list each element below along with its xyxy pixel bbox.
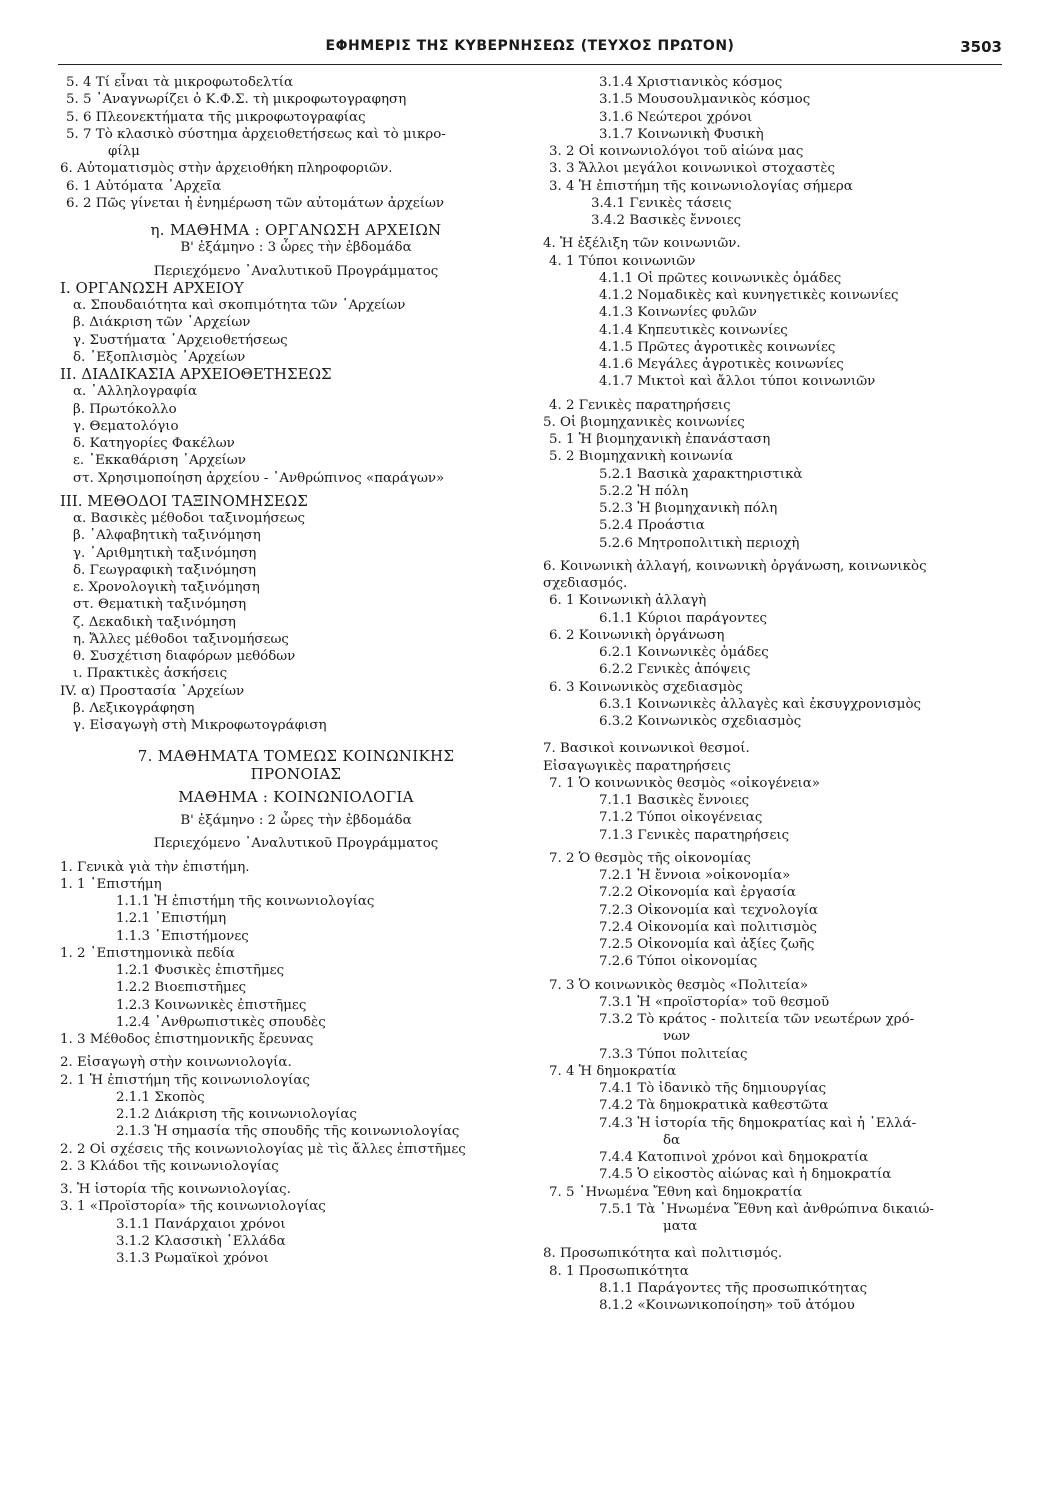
toc-line: 3.1.4 Χριστιανικὸς κόσμος	[599, 75, 783, 90]
section-heading: ΙΙΙ. ΜΕΘΟΔΟΙ ΤΑΞΙΝΟΜΗΣΕΩΣ	[60, 491, 308, 510]
toc-line: ε. ᾿Εκκαθάριση ᾿Αρχείων	[73, 453, 246, 469]
toc-line: 2. 3 Κλάδοι τῆς κοινωνιολογίας	[60, 1158, 279, 1174]
toc-line: 4.1.2 Νομαδικὲς καὶ κυνηγετικὲς κοινωνίες	[599, 288, 899, 303]
toc-line: 7.4.1 Τὸ ἰδανικὸ τῆς δημιουργίας	[599, 1081, 827, 1096]
toc-line: 1.1.1 Ἡ ἐπιστήμη τῆς κοινωνιολογίας	[116, 894, 375, 909]
toc-line: 7.5.1 Τὰ ῾Ηνωμένα Ἔθνη καὶ ἀνθρώπινα δικαιώ-	[599, 1201, 934, 1217]
toc-line: 8. 1 Προσωπικότητα	[549, 1263, 689, 1279]
toc-line: 1.2.4 ᾿Ανθρωπιστικὲς σπουδὲς	[116, 1014, 326, 1030]
toc-line: ι. Πρακτικὲς ἀσκήσεις	[73, 666, 228, 682]
toc-line: 4.1.3 Κοινωνίες φυλῶν	[599, 305, 757, 321]
toc-line: α. Βασικὲς μέθοδοι ταξινομήσεως	[73, 511, 306, 526]
toc-line: 6. 1 Αὐτόματα ᾿Αρχεῖα	[66, 178, 222, 194]
toc-line: 5. 5 ᾿Αναγνωρίζει ὁ Κ.Φ.Σ. τὴ μικροφωτογραφηση	[66, 92, 407, 108]
toc-line: δ. ᾿Εξοπλισμὸς ᾿Αρχείων	[73, 349, 246, 365]
toc-line: 7. 3 Ὁ κοινωνικὸς θεσμὸς «Πολιτεία»	[549, 977, 809, 993]
toc-line: 6. Αὐτοματισμὸς στὴν ἀρχειοθήκη πληροφοριῶν.	[60, 161, 393, 177]
toc-line: 3.1.7 Κοινωνικὴ Φυσικὴ	[599, 126, 764, 142]
toc-line: 7.1.1 Βασικὲς ἔννοιες	[599, 793, 750, 808]
toc-line: 1.2.3 Κοινωνικὲς ἐπιστῆμες	[116, 997, 307, 1013]
toc-line: 5.2.1 Βασικὰ χαρακτηριστικὰ	[599, 466, 803, 482]
toc-line: α. Σπουδαιότητα καὶ σκοπιμότητα τῶν ᾿Αρχείων	[73, 298, 406, 313]
toc-line: 7. 5 ῾Ηνωμένα Ἔθνη καὶ δημοκρατία	[549, 1184, 803, 1200]
toc-line: 3. 2 Οἱ κοινωνιολόγοι τοῦ αἰώνα μας	[549, 144, 804, 159]
toc-line: β. ᾿Αλφαβητικὴ ταξινόμηση	[73, 528, 261, 544]
toc-line: 3.1.3 Ρωμαϊκοὶ χρόνοι	[116, 1251, 269, 1266]
toc-line: 5. 1 Ἡ βιομηχανικὴ ἐπανάσταση	[549, 432, 771, 447]
toc-line: 2. 1 Ἡ ἐπιστήμη τῆς κοινωνιολογίας	[60, 1072, 310, 1088]
toc-line: 7.4.2 Τὰ δημοκρατικὰ καθεστῶτα	[599, 1098, 829, 1114]
toc-line: 7.2.6 Τύποι οἰκονομίας	[599, 954, 758, 970]
header-rule	[58, 64, 1002, 65]
toc-line: 7. 2 Ὁ θεσμὸς τῆς οἰκονομίας	[549, 850, 751, 866]
toc-line: 2. Εἰσαγωγὴ στὴν κοινωνιολογία.	[60, 1055, 292, 1071]
toc-line: 3.1.5 Μουσουλμανικὸς κόσμος	[599, 92, 811, 108]
toc-line: 7. 1 Ὁ κοινωνικὸς θεσμὸς «οἰκογένεια»	[549, 775, 820, 791]
gazette-title: ΕΦΗΜΕΡΙΣ ΤΗΣ ΚΥΒΕΡΝΗΣΕΩΣ (ΤΕΥΧΟΣ ΠΡΩΤΟΝ)	[325, 38, 735, 54]
toc-line: 3. 3 Ἄλλοι μεγάλοι κοινωνικοὶ στοχαστὲς	[549, 161, 835, 177]
toc-line: δ. Κατηγορίες Φακέλων	[73, 436, 235, 451]
toc-line: 7. Βασικοὶ κοινωνικοὶ θεσμοί.	[543, 741, 750, 757]
toc-line: 7. 4 Ἡ δημοκρατία	[549, 1063, 677, 1079]
toc-line: 3.4.1 Γενικὲς τάσεις	[591, 195, 732, 211]
toc-line: 7.4.5 Ὁ εἰκοστὸς αἰώνας καὶ ἡ δημοκρατία	[599, 1167, 892, 1183]
toc-line: 3. Ἡ ἱστορία τῆς κοινωνιολογίας.	[60, 1182, 291, 1197]
toc-line: γ. Εἰσαγωγὴ στὴ Μικροφωτογράφιση	[73, 718, 327, 733]
toc-line: 7.2.4 Οἰκονομία καὶ πολιτισμὸς	[599, 919, 818, 935]
right-column	[543, 74, 1003, 1314]
toc-line: 5.2.4 Προάστια	[599, 518, 705, 534]
section-heading: IV. α) Προστασία ᾿Αρχείων	[60, 683, 245, 699]
toc-line: 3.4.2 Βασικὲς ἔννοιες	[591, 213, 742, 228]
toc-line: 4. 2 Γενικὲς παρατηρήσεις	[549, 397, 731, 413]
toc-line: 6. 1 Κοινωνικὴ ἀλλαγὴ	[549, 593, 707, 609]
toc-line: φίλμ	[108, 144, 140, 159]
toc-line: 7.2.5 Οἰκονομία καὶ ἀξίες ζωῆς	[599, 937, 815, 952]
toc-line: 7.1.2 Τύποι οἰκογένειας	[599, 810, 763, 826]
chapter-heading: 7. ΜΑΘΗΜΑΤΑ ΤΟΜΕΩΣ ΚΟΙΝΩΝΙΚΗΣ	[137, 747, 455, 766]
toc-line: 1. 3 Μέθοδος ἐπιστημονικῆς ἔρευνας	[60, 1032, 314, 1047]
toc-line: ε. Χρονολογικὴ ταξινόμηση	[73, 580, 260, 595]
toc-line: 6.1.1 Κύριοι παράγοντες	[599, 610, 767, 626]
toc-line: 1.2.1 Φυσικὲς ἐπιστῆμες	[116, 963, 285, 978]
toc-line: στ. Θεματικὴ ταξινόμηση	[73, 597, 247, 613]
toc-line: 1. 1 ᾿Επιστήμη	[60, 876, 162, 892]
toc-line: 1.2.1 ᾿Επιστήμη	[116, 911, 227, 927]
toc-line: δ. Γεωγραφικὴ ταξινόμηση	[73, 562, 257, 578]
toc-line: 7.1.3 Γενικὲς παρατηρήσεις	[599, 827, 790, 843]
toc-line: 7.2.1 Ἡ ἔννοια »οἰκονομία»	[599, 868, 791, 883]
toc-line: 1. Γενικὰ γιὰ τὴν ἐπιστήμη.	[60, 859, 250, 875]
toc-line: 4.1.1 Οἱ πρῶτες κοινωνικὲς ὁμάδες	[599, 270, 842, 286]
toc-line: 6.3.1 Κοινωνικὲς ἀλλαγὲς καὶ ἐκσυγχρονισμὸς	[599, 696, 922, 712]
toc-line: 2. 2 Οἱ σχέσεις τῆς κοινωνιολογίας μὲ τὶς ἄλλες ἐπιστῆμες	[60, 1141, 466, 1157]
toc-line: η. Ἄλλες μέθοδοι ταξινομήσεως	[73, 631, 289, 647]
toc-line: 7.3.2 Τὸ κράτος - πολιτεία τῶν νεωτέρων χρό-	[599, 1012, 915, 1027]
toc-line: 6. 3 Κοινωνικὸς σχεδιασμὸς	[549, 679, 743, 695]
toc-line: 6. Κοινωνικὴ ἀλλαγή, κοινωνικὴ ὀργάνωση, κοινωνικὸς	[543, 558, 927, 574]
toc-line: 3.1.2 Κλασσικὴ ῾Ελλάδα	[116, 1233, 286, 1249]
toc-line: 6.2.2 Γενικὲς ἀπόψεις	[599, 662, 751, 678]
toc-line: 5. Οἱ βιομηχανικὲς κοινωνίες	[543, 414, 745, 430]
toc-line: γ. Θεματολόγιο	[73, 418, 179, 434]
toc-line: 7.4.3 Ἡ ἱστορία τῆς δημοκρατίας καὶ ἡ ῾Ελλά-	[599, 1115, 917, 1131]
toc-line: 5.2.2 Ἡ πόλη	[599, 483, 689, 499]
toc-line: 8.1.1 Παράγοντες τῆς προσωπικότητας	[599, 1280, 868, 1296]
toc-line: 1.1.3 ᾿Επιστήμονες	[116, 928, 249, 944]
toc-line: δα	[663, 1132, 681, 1148]
semester-line: Β' ἑξάμηνο : 2 ὧρες τὴν ἑβδομάδα	[180, 813, 412, 828]
toc-line: 3. 4 Ἡ ἐπιστήμη τῆς κοινωνιολογίας σήμερα	[549, 178, 853, 194]
toc-line: 7.2.2 Οἰκονομία καὶ ἐργασία	[599, 885, 796, 901]
toc-line: 7.2.3 Οἰκονομία καὶ τεχνολογία	[599, 902, 818, 918]
toc-line: 4. 1 Τύποι κοινωνιῶν	[549, 253, 696, 269]
toc-line: 6. 2 Κοινωνικὴ ὀργάνωση	[549, 627, 725, 643]
toc-line: γ. Συστήματα ᾿Αρχειοθετήσεως	[73, 332, 288, 348]
toc-line: 8. Προσωπικότητα καὶ πολιτισμός.	[543, 1246, 783, 1262]
toc-line: 4.1.6 Μεγάλες ἀγροτικὲς κοινωνίες	[599, 357, 844, 372]
toc-line: 5. 7 Τὸ κλασικὸ σύστημα ἀρχειοθετήσεως καὶ τὸ μικρο-	[66, 126, 446, 142]
toc-line: 2.1.2 Διάκριση τῆς κοινωνιολογίας	[116, 1107, 357, 1122]
toc-line: 7.4.4 Κατοπινοὶ χρόνοι καὶ δημοκρατία	[599, 1150, 869, 1165]
toc-line: 6.3.2 Κοινωνικὸς σχεδιασμὸς	[599, 714, 802, 729]
page-header	[58, 36, 1002, 60]
toc-line: β. Λεξικογράφηση	[73, 700, 195, 716]
section-heading: ΙΙ. ΔΙΑΔΙΚΑΣΙΑ ΑΡΧΕΙΟΘΕΤΗΣΕΩΣ	[60, 365, 332, 383]
toc-line: στ. Χρησιμοποίηση ἀρχείου - ᾿Ανθρώπινος «παράγων»	[73, 470, 445, 486]
program-subtitle: Περιεχόμενο ᾿Αναλυτικοῦ Προγράμματος	[153, 263, 439, 279]
toc-line: 4.1.4 Κηπευτικὲς κοινωνίες	[599, 322, 788, 338]
toc-line: 5. 4 Τί εἶναι τὰ μικροφωτοδελτία	[66, 75, 294, 90]
toc-line: 7.3.1 Ἡ «προϊστορία» τοῦ θεσμοῦ	[599, 994, 830, 1010]
program-subtitle: Περιεχόμενο ᾿Αναλυτικοῦ Προγράμματος	[153, 836, 439, 852]
toc-line: 6. 2 Πῶς γίνεται ἡ ἐνημέρωση τῶν αὐτομάτων ἀρχείων	[66, 195, 445, 211]
toc-line: 7.3.3 Τύποι πολιτείας	[599, 1046, 748, 1062]
toc-line: β. Πρωτόκολλο	[73, 401, 177, 417]
toc-line: 8.1.2 «Κοινωνικοποίηση» τοῦ ἀτόμου	[599, 1298, 855, 1313]
chapter-heading-cont: ΠΡΟΝΟΙΑΣ	[250, 764, 342, 783]
toc-line: 5. 2 Βιομηχανικὴ κοινωνία	[549, 449, 734, 465]
course-heading: η. ΜΑΘΗΜΑ : ΟΡΓΑΝΩΣΗ ΑΡΧΕΙΩΝ	[150, 221, 442, 239]
toc-line: 5.2.6 Μητροπολιτικὴ περιοχὴ	[599, 535, 800, 551]
section-heading: Ι. ΟΡΓΑΝΩΣΗ ΑΡΧΕΙΟΥ	[60, 278, 244, 297]
toc-line: 5.2.3 Ἡ βιομηχανικὴ πόλη	[599, 501, 778, 516]
toc-line: ματα	[663, 1219, 698, 1234]
toc-line: νων	[663, 1029, 691, 1045]
toc-line: β. Διάκριση τῶν ᾿Αρχείων	[73, 315, 251, 331]
toc-line: 4.1.5 Πρῶτες ἀγροτικὲς κοινωνίες	[599, 339, 836, 355]
toc-line: 6.2.1 Κοινωνικὲς ὁμάδες	[599, 645, 769, 660]
toc-line: α. ᾿Αλληλογραφία	[73, 384, 198, 400]
page-number: 3503	[960, 38, 1002, 56]
toc-line: σχεδιασμός.	[543, 576, 628, 591]
toc-line: 4. Ἡ ἐξέλιξη τῶν κοινωνιῶν.	[543, 236, 741, 252]
left-column	[60, 74, 532, 1267]
toc-line: θ. Συσχέτιση διαφόρων μεθόδων	[73, 649, 296, 664]
toc-line: 1. 2 ᾿Επιστημονικὰ πεδία	[60, 945, 235, 961]
toc-line: 4.1.7 Μικτοὶ καὶ ἄλλοι τύποι κοινωνιῶν	[599, 374, 876, 390]
toc-line: 3.1.1 Πανάρχαιοι χρόνοι	[116, 1216, 286, 1232]
toc-line: Εἰσαγωγικὲς παρατηρήσεις	[543, 758, 731, 774]
toc-line: 2.1.3 Ἡ σημασία τῆς σπουδῆς τῆς κοινωνιολογίας	[116, 1124, 460, 1140]
toc-line: 3.1.6 Νεώτεροι χρόνοι	[599, 109, 753, 125]
toc-line: 1.2.2 Βιοεπιστῆμες	[116, 980, 247, 996]
semester-line: Β' ἑξάμηνο : 3 ὧρες τὴν ἑβδομάδα	[180, 240, 412, 256]
toc-line: 2.1.1 Σκοπὸς	[116, 1089, 205, 1105]
course-heading: ΜΑΘΗΜΑ : ΚΟΙΝΩΝΙΟΛΟΓΙΑ	[178, 787, 414, 806]
toc-line: 3. 1 «Προϊστορία» τῆς κοινωνιολογίας	[60, 1199, 326, 1215]
toc-line: γ. ᾿Αριθμητικὴ ταξινόμηση	[73, 545, 257, 561]
toc-line: ζ. Δεκαδικὴ ταξινόμηση	[73, 614, 236, 630]
toc-line: 5. 6 Πλεονεκτήματα τῆς μικροφωτογραφίας	[66, 109, 366, 125]
